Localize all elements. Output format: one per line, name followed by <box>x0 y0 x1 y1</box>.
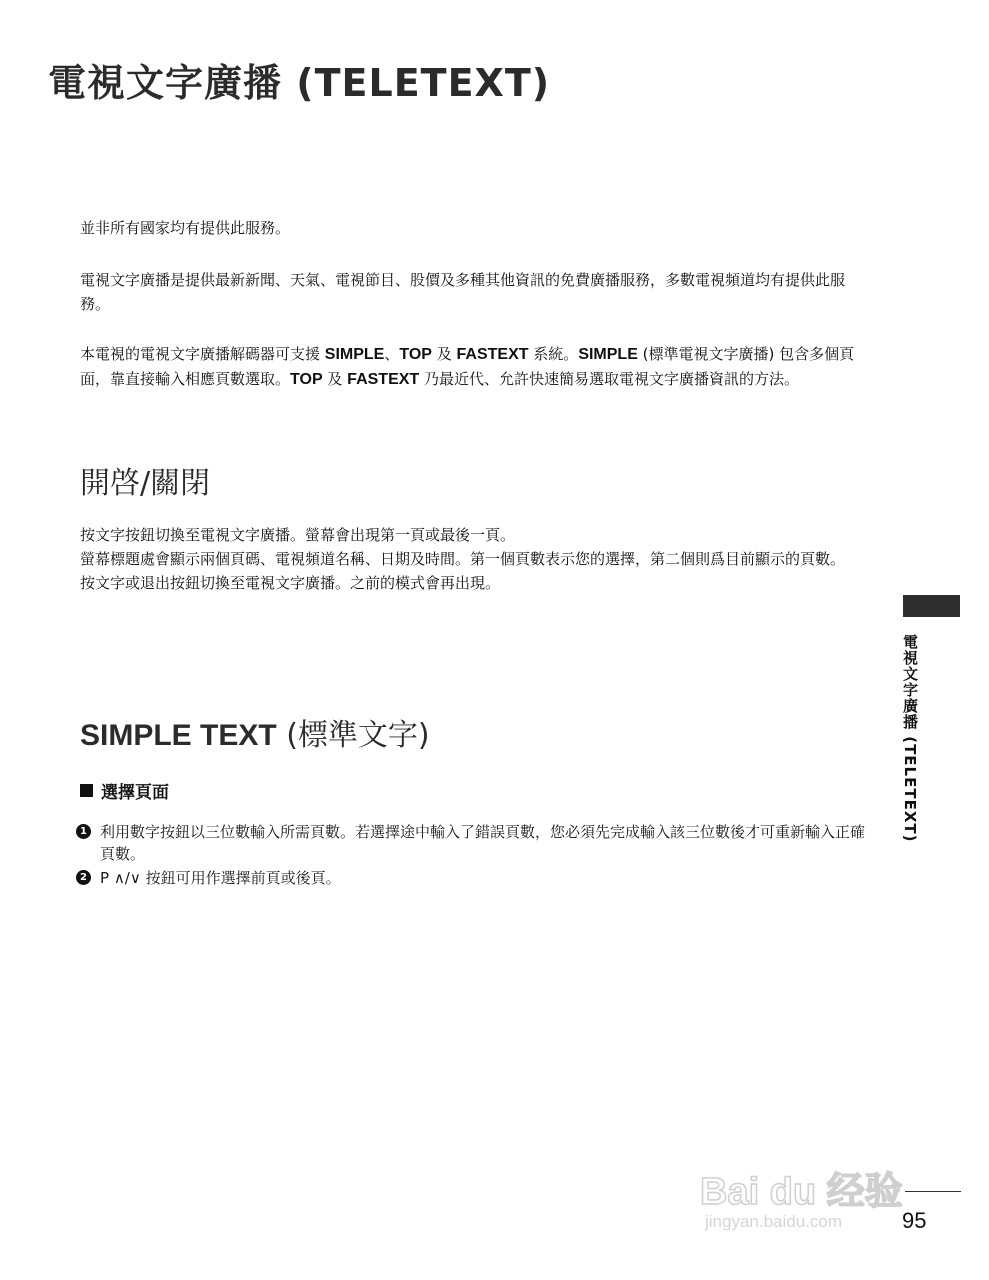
list-item <box>76 821 876 865</box>
watermark-logo-text: Bai du 经验 <box>700 1171 903 1213</box>
intro-text-2: 電視文字廣播是提供最新新聞、天氣、電視節目、股價及多種其他資訊的免費廣播服務，多數電視頻道均有提供此服務。 <box>80 271 846 313</box>
bold-run: FASTEXT <box>456 346 529 363</box>
bold-run: FASTEXT <box>347 371 420 388</box>
text-run: 系統。 <box>528 345 579 363</box>
bold-run: TOP <box>399 346 432 363</box>
intro-text-3 <box>80 342 870 392</box>
subheading-label: 選擇頁面 <box>101 783 169 803</box>
watermark-url: jingyan.baidu.com <box>705 1212 843 1231</box>
number-1-icon: 1 <box>76 824 91 839</box>
baidu-watermark <box>700 1130 903 1240</box>
list-item-text: P ∧/∨ 按鈕可用作選擇前頁或後頁。 <box>100 869 341 887</box>
intro-text-1: 並非所有國家均有提供此服務。 <box>80 219 291 237</box>
footer-divider <box>905 1191 961 1192</box>
page-title: 電視文字廣播 (TELETEXT) <box>48 61 551 105</box>
bold-run: TOP <box>290 371 323 388</box>
bold-run: SIMPLE <box>578 346 638 363</box>
section-heading-simple <box>80 710 430 754</box>
bold-run: SIMPLE <box>324 346 385 363</box>
list-item <box>76 867 876 889</box>
onoff-line-3: 按文字或退出按鈕切換至電視文字廣播。之前的模式會再出現。 <box>80 574 501 592</box>
intro-paragraph-3 <box>80 342 870 392</box>
text-run: 、 <box>384 345 400 363</box>
text-run: 本電視的電視文字廣播解碼器可支援 <box>80 345 325 363</box>
page-number: 95 <box>902 1208 927 1233</box>
intro-paragraph-2 <box>80 268 870 316</box>
onoff-line-2: 螢幕標題處會顯示兩個頁碼、電視頻道名稱、日期及時間。第一個頁數表示您的選擇，第二個則爲目前顯示的頁數。 <box>80 550 846 568</box>
intro-paragraph-1 <box>80 216 870 240</box>
heading-cjk: (標準文字) <box>276 718 430 753</box>
text-run: 乃最近代、允許快速簡易選取電視文字廣播資訊的方法。 <box>419 370 799 388</box>
side-tab-label: 電視文字廣播 (TELETEXT) <box>901 634 919 843</box>
side-tab-marker <box>903 595 960 617</box>
section-heading-onoff: 開啓/關閉 <box>80 466 211 501</box>
text-run: 及 <box>322 370 348 388</box>
subheading-select-page <box>80 778 169 803</box>
heading-latin: SIMPLE TEXT <box>80 719 277 752</box>
onoff-line-1: 按文字按鈕切換至電視文字廣播。螢幕會出現第一頁或最後一頁。 <box>80 526 516 544</box>
onoff-paragraph <box>80 523 870 595</box>
text-run: 及 <box>431 345 457 363</box>
text-run: (標準電視文字廣播) 包含多個頁面，靠直接輸入相應頁數選取。 <box>80 345 855 388</box>
square-bullet-icon <box>80 784 93 797</box>
list-item-text: 利用數字按鈕以三位數輸入所需頁數。若選擇途中輸入了錯誤頁數，您必須先完成輸入該三位數後才可重新輸入正確頁數。 <box>100 823 866 863</box>
number-2-icon: 2 <box>76 870 91 885</box>
